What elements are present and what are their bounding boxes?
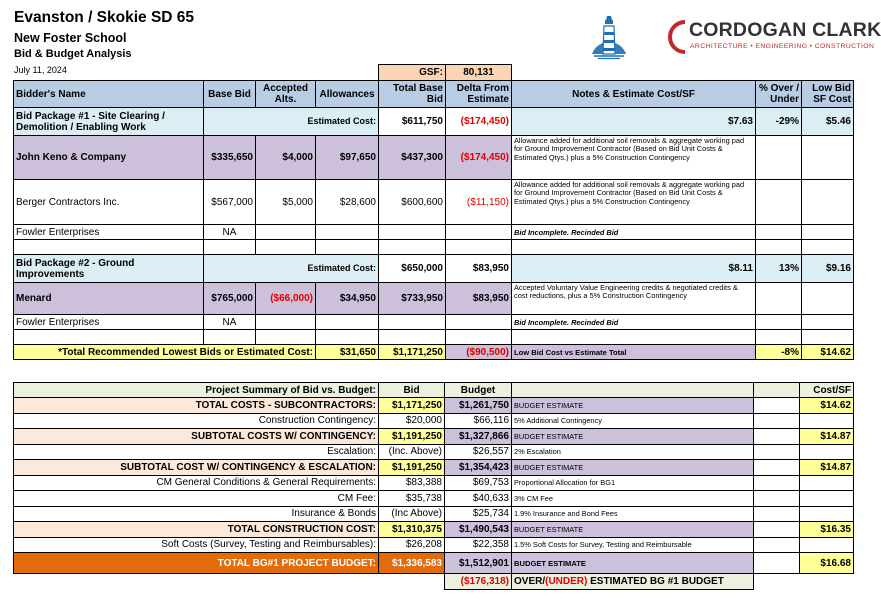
over-label: OVER/ xyxy=(514,576,546,587)
summary-budget: $26,557 xyxy=(445,444,512,460)
bidder-note: Accepted Voluntary Value Engineering credits & negotiated credits & cost reductions, plus a 5% Construction Contingency xyxy=(512,283,756,315)
package-2-pct: 13% xyxy=(756,255,802,283)
col-low-bid-sf: Low Bid SF Cost xyxy=(802,81,854,108)
summary-budget: $66,116 xyxy=(445,413,512,429)
summary-budget: $40,633 xyxy=(445,491,512,507)
summary-label: CM Fee: xyxy=(14,491,379,507)
summary-label: TOTAL COSTS - SUBCONTRACTORS: xyxy=(14,398,379,414)
summary-bid: $1,310,375 xyxy=(379,522,445,538)
school-name: New Foster School xyxy=(14,31,127,45)
summary-row xyxy=(14,413,854,429)
cordogan-clark-mark-icon xyxy=(667,18,689,56)
summary-bid: $1,191,250 xyxy=(379,429,445,445)
package-2-low-sf: $9.16 xyxy=(802,255,854,283)
total-row-low-sf: $14.62 xyxy=(802,345,854,360)
package-1-low-sf: $5.46 xyxy=(802,108,854,136)
over-under-row xyxy=(14,574,854,590)
bidder-alts: $5,000 xyxy=(256,180,316,225)
total-recommended-row xyxy=(14,345,854,360)
over-under-label xyxy=(512,574,754,590)
col-base-bid: Base Bid xyxy=(204,81,256,108)
bidder-name: Menard xyxy=(14,283,204,315)
total-row-note: Low Bid Cost vs Estimate Total xyxy=(512,345,756,360)
summary-row xyxy=(14,506,854,522)
summary-row xyxy=(14,475,854,491)
spacer-row xyxy=(14,240,854,255)
total-budget-note: BUDGET ESTIMATE xyxy=(512,553,754,574)
bidder-total: $600,600 xyxy=(379,180,446,225)
bidder-alts: $4,000 xyxy=(256,136,316,180)
summary-row xyxy=(14,491,854,507)
bidder-row xyxy=(14,225,854,240)
over-under-value: ($176,318) xyxy=(445,574,512,590)
summary-header-row xyxy=(14,383,854,398)
table-header-row xyxy=(14,81,854,108)
total-budget-label: TOTAL BG#1 PROJECT BUDGET: xyxy=(14,553,379,574)
cordogan-clark-logo xyxy=(667,18,881,60)
summary-note: 3% CM Fee xyxy=(512,491,754,507)
bidder-allowance: $34,950 xyxy=(316,283,379,315)
package-2-name: Bid Package #2 - Ground Improvements xyxy=(14,255,204,283)
summary-note: 1.5% Soft Costs for Survey, Testing and Reimbursable xyxy=(512,537,754,553)
bidder-base: $765,000 xyxy=(204,283,256,315)
bid-table xyxy=(13,80,854,360)
summary-note: Proportional Allocation for BG1 xyxy=(512,475,754,491)
col-allowances: Allowances xyxy=(316,81,379,108)
summary-label: CM General Conditions & General Requirements: xyxy=(14,475,379,491)
bidder-base: $335,650 xyxy=(204,136,256,180)
summary-label: SUBTOTAL COST W/ CONTINGENCY & ESCALATION: xyxy=(14,460,379,476)
package-2-delta: $83,950 xyxy=(446,255,512,283)
logo-name: CORDOGAN CLARK xyxy=(689,19,881,41)
summary-row xyxy=(14,398,854,414)
summary-budget: $69,753 xyxy=(445,475,512,491)
bidder-row xyxy=(14,180,854,225)
summary-note: 1.9% Insurance and Bond Fees xyxy=(512,506,754,522)
package-2-total: $650,000 xyxy=(379,255,446,283)
bidder-total: $733,950 xyxy=(379,283,446,315)
bidder-total: $437,300 xyxy=(379,136,446,180)
summary-row xyxy=(14,460,854,476)
bidder-base: NA xyxy=(204,225,256,240)
bidder-note: Bid Incomplete. Recinded Bid xyxy=(512,225,756,240)
summary-label: Escalation: xyxy=(14,444,379,460)
summary-bid: $26,208 xyxy=(379,537,445,553)
bidder-alts: ($66,000) xyxy=(256,283,316,315)
gsf-table xyxy=(378,64,512,81)
summary-label: Construction Contingency: xyxy=(14,413,379,429)
bidder-name: Fowler Enterprises xyxy=(14,315,204,330)
package-2-est-label: Estimated Cost: xyxy=(204,255,379,283)
package-1-est-label: Estimated Cost: xyxy=(204,108,379,136)
budget-label: ESTIMATED BG #1 BUDGET xyxy=(587,576,724,587)
bidder-base: $567,000 xyxy=(204,180,256,225)
package-1-cost-sf: $7.63 xyxy=(512,108,756,136)
summary-note: 2% Escalation xyxy=(512,444,754,460)
summary-label: Insurance & Bonds xyxy=(14,506,379,522)
summary-header-label: Project Summary of Bid vs. Budget: xyxy=(14,383,379,398)
package-1-name: Bid Package #1 - Site Clearing / Demolition / Enabling Work xyxy=(14,108,204,136)
bidder-delta: ($11,150) xyxy=(446,180,512,225)
col-delta: Delta From Estimate xyxy=(446,81,512,108)
total-row-delta: ($90,500) xyxy=(446,345,512,360)
package-1-pct: -29% xyxy=(756,108,802,136)
summary-row xyxy=(14,444,854,460)
summary-label: TOTAL CONSTRUCTION COST: xyxy=(14,522,379,538)
bidder-row xyxy=(14,136,854,180)
bidder-allowance: $28,600 xyxy=(316,180,379,225)
report-subtitle: Bid & Budget Analysis xyxy=(14,48,132,60)
col-notes: Notes & Estimate Cost/SF xyxy=(512,81,756,108)
summary-budget: $1,354,423 xyxy=(445,460,512,476)
col-accepted-alts: Accepted Alts. xyxy=(256,81,316,108)
bidder-delta: $83,950 xyxy=(446,283,512,315)
summary-bid: $35,738 xyxy=(379,491,445,507)
summary-row xyxy=(14,429,854,445)
summary-bid: $20,000 xyxy=(379,413,445,429)
under-label: (UNDER) xyxy=(545,576,588,587)
bidder-row xyxy=(14,283,854,315)
summary-budget: $1,261,750 xyxy=(445,398,512,414)
col-bidder-name: Bidder's Name xyxy=(14,81,204,108)
summary-row xyxy=(14,537,854,553)
summary-bid: (Inc. Above) xyxy=(379,444,445,460)
bidder-note: Allowance added for additional soil removals & aggregate working pad for Ground Improvement Contractor (Based on Bid Unit Costs & Estimated Qtys.) plus a 5% Construction Contingency xyxy=(512,136,756,180)
summary-table xyxy=(13,382,854,590)
summary-bid: (Inc Above) xyxy=(379,506,445,522)
total-row-label: *Total Recommended Lowest Bids or Estimated Cost: xyxy=(14,345,316,360)
package-2-cost-sf: $8.11 xyxy=(512,255,756,283)
summary-bid: $1,171,250 xyxy=(379,398,445,414)
summary-note: 5% Additional Contingency xyxy=(512,413,754,429)
summary-budget: $25,734 xyxy=(445,506,512,522)
bidder-row xyxy=(14,315,854,330)
summary-bid: $83,388 xyxy=(379,475,445,491)
bidder-name: Berger Contractors Inc. xyxy=(14,180,204,225)
bidder-note: Allowance added for additional soil removals & aggregate working pad for Ground Improvement Contractor (Based on Bid Unit Costs & Estimated Qtys.) plus a 5% Construction Contingency xyxy=(512,180,756,225)
bidder-base: NA xyxy=(204,315,256,330)
col-pct-over-under: % Over / Under xyxy=(756,81,802,108)
total-row-pct: -8% xyxy=(756,345,802,360)
summary-note: BUDGET ESTIMATE xyxy=(512,398,754,414)
total-project-budget-row xyxy=(14,553,854,574)
report-date: July 11, 2024 xyxy=(14,65,67,75)
bidder-name: Fowler Enterprises xyxy=(14,225,204,240)
summary-row xyxy=(14,522,854,538)
package-2-row xyxy=(14,255,854,283)
bidder-delta: ($174,450) xyxy=(446,136,512,180)
package-1-delta: ($174,450) xyxy=(446,108,512,136)
summary-note: BUDGET ESTIMATE xyxy=(512,522,754,538)
summary-sf: $16.35 xyxy=(800,522,854,538)
summary-header-budget: Budget xyxy=(445,383,512,398)
logo-tagline: ARCHITECTURE • ENGINEERING • CONSTRUCTION xyxy=(690,43,875,50)
package-1-total: $611,750 xyxy=(379,108,446,136)
lighthouse-logo-icon xyxy=(588,14,630,60)
bidder-name: John Keno & Company xyxy=(14,136,204,180)
summary-sf: $14.87 xyxy=(800,429,854,445)
summary-header-cost-sf: Cost/SF xyxy=(800,383,854,398)
summary-label: Soft Costs (Survey, Testing and Reimbursables): xyxy=(14,537,379,553)
bidder-allowance: $97,650 xyxy=(316,136,379,180)
bidder-note: Bid Incomplete. Recinded Bid xyxy=(512,315,756,330)
summary-label: SUBTOTAL COSTS W/ CONTINGENCY: xyxy=(14,429,379,445)
package-1-row xyxy=(14,108,854,136)
summary-budget: $1,490,543 xyxy=(445,522,512,538)
total-budget-bid: $1,336,583 xyxy=(379,553,445,574)
spacer-row xyxy=(14,330,854,345)
summary-header-bid: Bid xyxy=(379,383,445,398)
summary-bid: $1,191,250 xyxy=(379,460,445,476)
project-title: Evanston / Skokie SD 65 xyxy=(14,9,195,26)
total-budget-budget: $1,512,901 xyxy=(445,553,512,574)
gsf-value: 80,131 xyxy=(446,65,512,81)
summary-note: BUDGET ESTIMATE xyxy=(512,429,754,445)
total-row-total: $1,171,250 xyxy=(379,345,446,360)
summary-budget: $1,327,866 xyxy=(445,429,512,445)
col-total-base-bid: Total Base Bid xyxy=(379,81,446,108)
summary-budget: $22,358 xyxy=(445,537,512,553)
gsf-label: GSF: xyxy=(379,65,446,81)
summary-note: BUDGET ESTIMATE xyxy=(512,460,754,476)
summary-sf: $14.62 xyxy=(800,398,854,414)
total-row-allowance: $31,650 xyxy=(316,345,379,360)
total-budget-sf: $16.68 xyxy=(800,553,854,574)
summary-sf: $14.87 xyxy=(800,460,854,476)
